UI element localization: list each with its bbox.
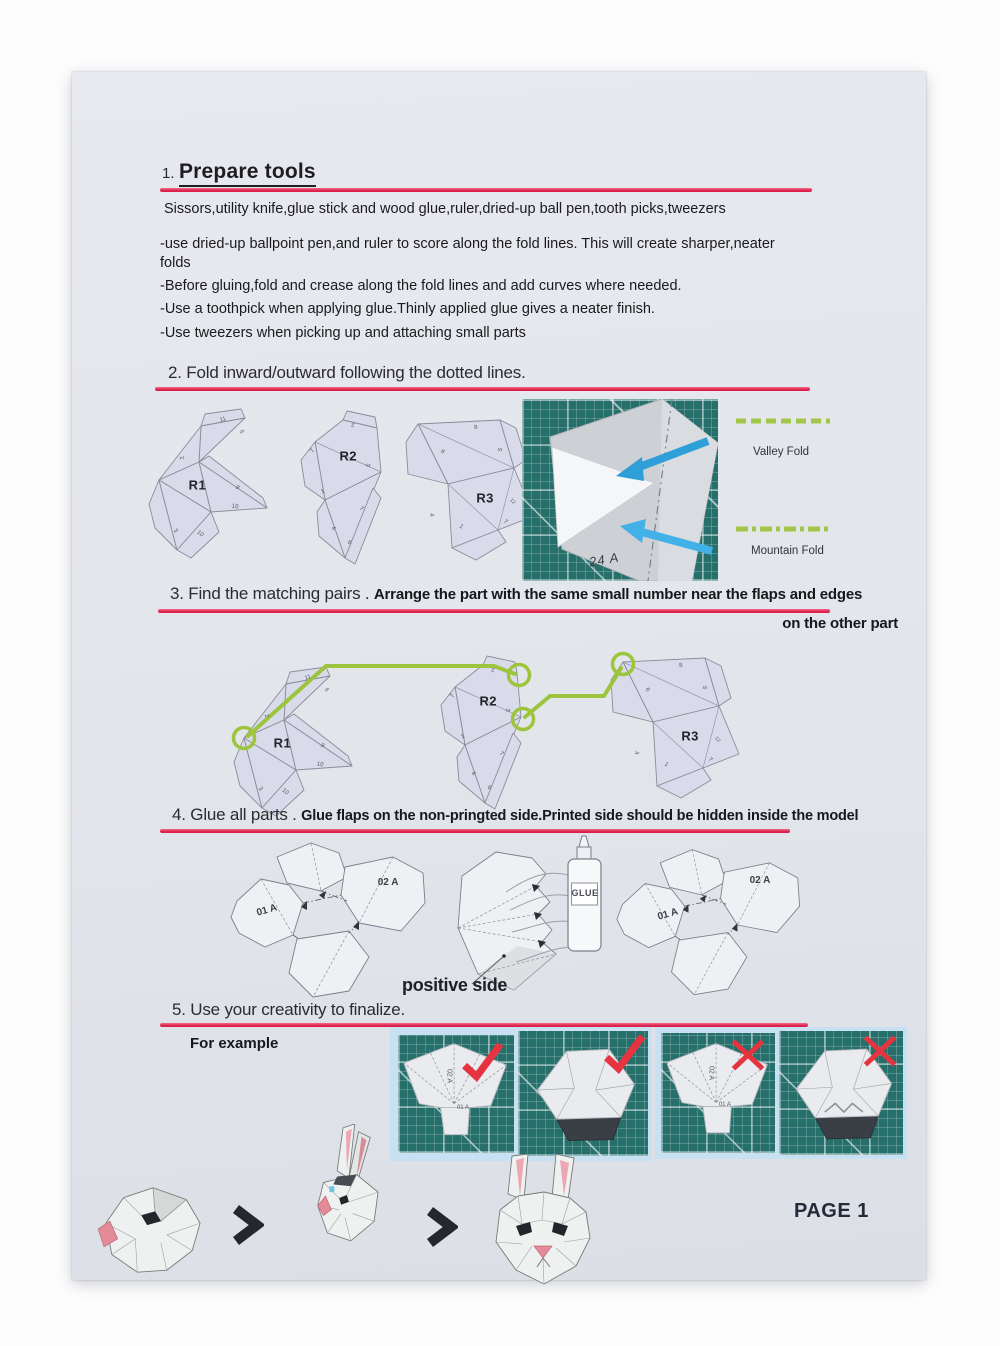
part-number-label: 1	[320, 488, 326, 496]
part-number-label: 8	[473, 425, 478, 432]
check-icon	[602, 1031, 646, 1075]
part-number-label: 1	[460, 733, 466, 741]
part-number-label: 6	[486, 784, 493, 792]
part-number-label: 2	[177, 455, 184, 461]
part-number-label: 01 A	[656, 906, 680, 923]
tip-line: -Before gluing,fold and crease along the fold lines and add curves where needed.	[160, 278, 682, 295]
chevron-right-icon	[424, 1206, 458, 1248]
example-photo-flat-bad	[661, 1033, 775, 1153]
part-number-label: R1	[188, 477, 207, 493]
section3-subtitle-bold: Arrange the part with the same small number near the flaps and edges	[373, 586, 863, 603]
part-number-label: 11	[303, 674, 312, 683]
for-example-label: For example	[190, 1035, 279, 1052]
part-number-label: 5	[497, 447, 505, 453]
part-number-label: 7	[501, 519, 509, 526]
section2-red-underline	[155, 387, 810, 391]
x-icon	[859, 1031, 901, 1071]
part-number-label: 3	[256, 785, 264, 792]
section1-number: 1.	[162, 165, 175, 182]
section3-red-underline	[158, 609, 830, 613]
photo-part-label: 24 A	[587, 549, 620, 570]
part-number-label: 5	[702, 685, 710, 691]
part-number-label: 10	[280, 787, 290, 797]
glue-bottle-icon	[562, 835, 608, 955]
part-number-label: 01 A	[255, 902, 279, 919]
part-number-label: 2	[351, 420, 355, 428]
section1-title: Prepare tools	[179, 160, 316, 187]
net-diagram-r1	[147, 400, 287, 570]
rabbit-front-illustration	[482, 1154, 604, 1301]
section1-heading	[162, 160, 316, 184]
part-number-label: 02 A	[445, 1069, 453, 1084]
part-number-label: 01 A	[456, 1105, 469, 1112]
part-number-label: 2	[262, 713, 269, 719]
part-number-label: R3	[476, 490, 494, 506]
part-number-label: 4	[633, 750, 640, 755]
example-photo-folded-good	[518, 1031, 648, 1156]
part-number-label: 02 A	[707, 1065, 715, 1080]
positive-side-label: positive side	[402, 975, 508, 995]
part-number-label: R2	[479, 693, 497, 709]
part-number-label: 6	[643, 686, 651, 693]
part-number-label: 10	[316, 761, 325, 769]
bad-examples-panel	[655, 1027, 907, 1159]
part-number-label: 9	[318, 743, 325, 750]
part-number-label: 3	[171, 527, 179, 534]
part-number-label: 7	[706, 757, 714, 764]
tip-line: -Use tweezers when picking up and attaching small parts	[160, 324, 526, 341]
net-diagram-r3	[402, 410, 536, 564]
part-number-label: 3	[504, 708, 511, 712]
example-photo-flat-good	[398, 1035, 514, 1153]
page-number-label: PAGE 1	[794, 1200, 869, 1222]
part-number-label: 11	[218, 416, 227, 425]
tools-list-line: Sissors,utility knife,glue stick and wood glue,ruler,dried-up ball pen,tooth picks,tweezers	[164, 201, 726, 217]
part-number-label: R2	[339, 448, 357, 464]
section3-subtitle-line2: on the other part	[782, 615, 898, 632]
part-number-label: R3	[681, 728, 699, 744]
mountain-fold-label: Mountain Fold	[751, 545, 824, 557]
part-number-label: 01 A	[718, 1102, 731, 1108]
part-number-label: 02 A	[749, 875, 771, 887]
part-number-label: 6	[438, 448, 446, 455]
part-number-label: 1	[457, 523, 465, 531]
part-number-label: 4	[329, 525, 336, 533]
tips-list	[160, 235, 808, 347]
section3-title: 3. Find the matching pairs .	[170, 584, 370, 603]
check-icon	[460, 1039, 504, 1083]
part-number-label: 1	[662, 761, 670, 769]
fold-example-photo	[522, 399, 718, 581]
part-number-label: 4	[469, 770, 476, 778]
part-number-label: 6	[346, 539, 353, 547]
tip-line: -use dried-up ballpoint pen,and ruler to score along the fold lines. This will create sharper,neater folds	[160, 236, 775, 272]
section1-red-underline	[160, 188, 812, 192]
net-diagram-r2	[287, 408, 407, 586]
part-number-label: 10	[231, 503, 240, 511]
part-number-label: R1	[273, 735, 292, 751]
part-number-label: 8	[678, 663, 683, 670]
glue-bottle-label: GLUE	[571, 887, 599, 898]
part-number-label: 02 A	[377, 877, 399, 889]
part-number-label: 7	[309, 447, 317, 454]
part-number-label: 5	[237, 429, 245, 436]
section4-subtitle-bold: Glue flaps on the non-pringted side.Printed side should be hidden inside the model	[301, 808, 859, 824]
net-labels-r3-pairs	[607, 648, 741, 802]
part-number-label: 10	[195, 529, 205, 539]
section3-heading	[170, 584, 862, 604]
section5-title: 5. Use your creativity to finalize.	[172, 1000, 405, 1019]
part-number-label: 5	[322, 687, 330, 694]
part-number-label: 12	[508, 497, 517, 507]
part-number-label: 3	[364, 463, 371, 467]
good-examples-panel	[390, 1027, 652, 1161]
section4-red-underline	[160, 829, 790, 833]
part-number-label: 2	[491, 665, 495, 673]
part-number-label: 7	[358, 506, 365, 513]
mountain-fold-line-icon	[734, 524, 832, 534]
chevron-right-icon	[230, 1204, 264, 1246]
net-labels-r1-pairs	[232, 658, 372, 828]
part-number-label: 4	[428, 512, 435, 517]
section4-heading	[172, 805, 858, 825]
rabbit-muzzle-illustration	[92, 1180, 214, 1287]
tip-line: -Use a toothpick when applying glue.Thinly applied glue gives a neater finish.	[160, 301, 655, 318]
section2-title: 2. Fold inward/outward following the dotted lines.	[168, 363, 526, 382]
instruction-sheet	[72, 72, 926, 1280]
glue-diagram-right-net	[612, 844, 812, 1006]
x-icon	[727, 1035, 769, 1075]
part-number-label: 12	[713, 735, 722, 745]
part-number-label: 7	[498, 751, 505, 758]
valley-fold-line-icon	[734, 416, 832, 426]
valley-fold-label: Valley Fold	[753, 446, 810, 458]
part-number-label: 9	[233, 485, 240, 492]
rabbit-side-illustration	[294, 1124, 394, 1275]
section4-title: 4. Glue all parts .	[172, 805, 297, 824]
part-number-label: 7	[449, 692, 457, 699]
example-photo-folded-bad	[779, 1031, 903, 1155]
